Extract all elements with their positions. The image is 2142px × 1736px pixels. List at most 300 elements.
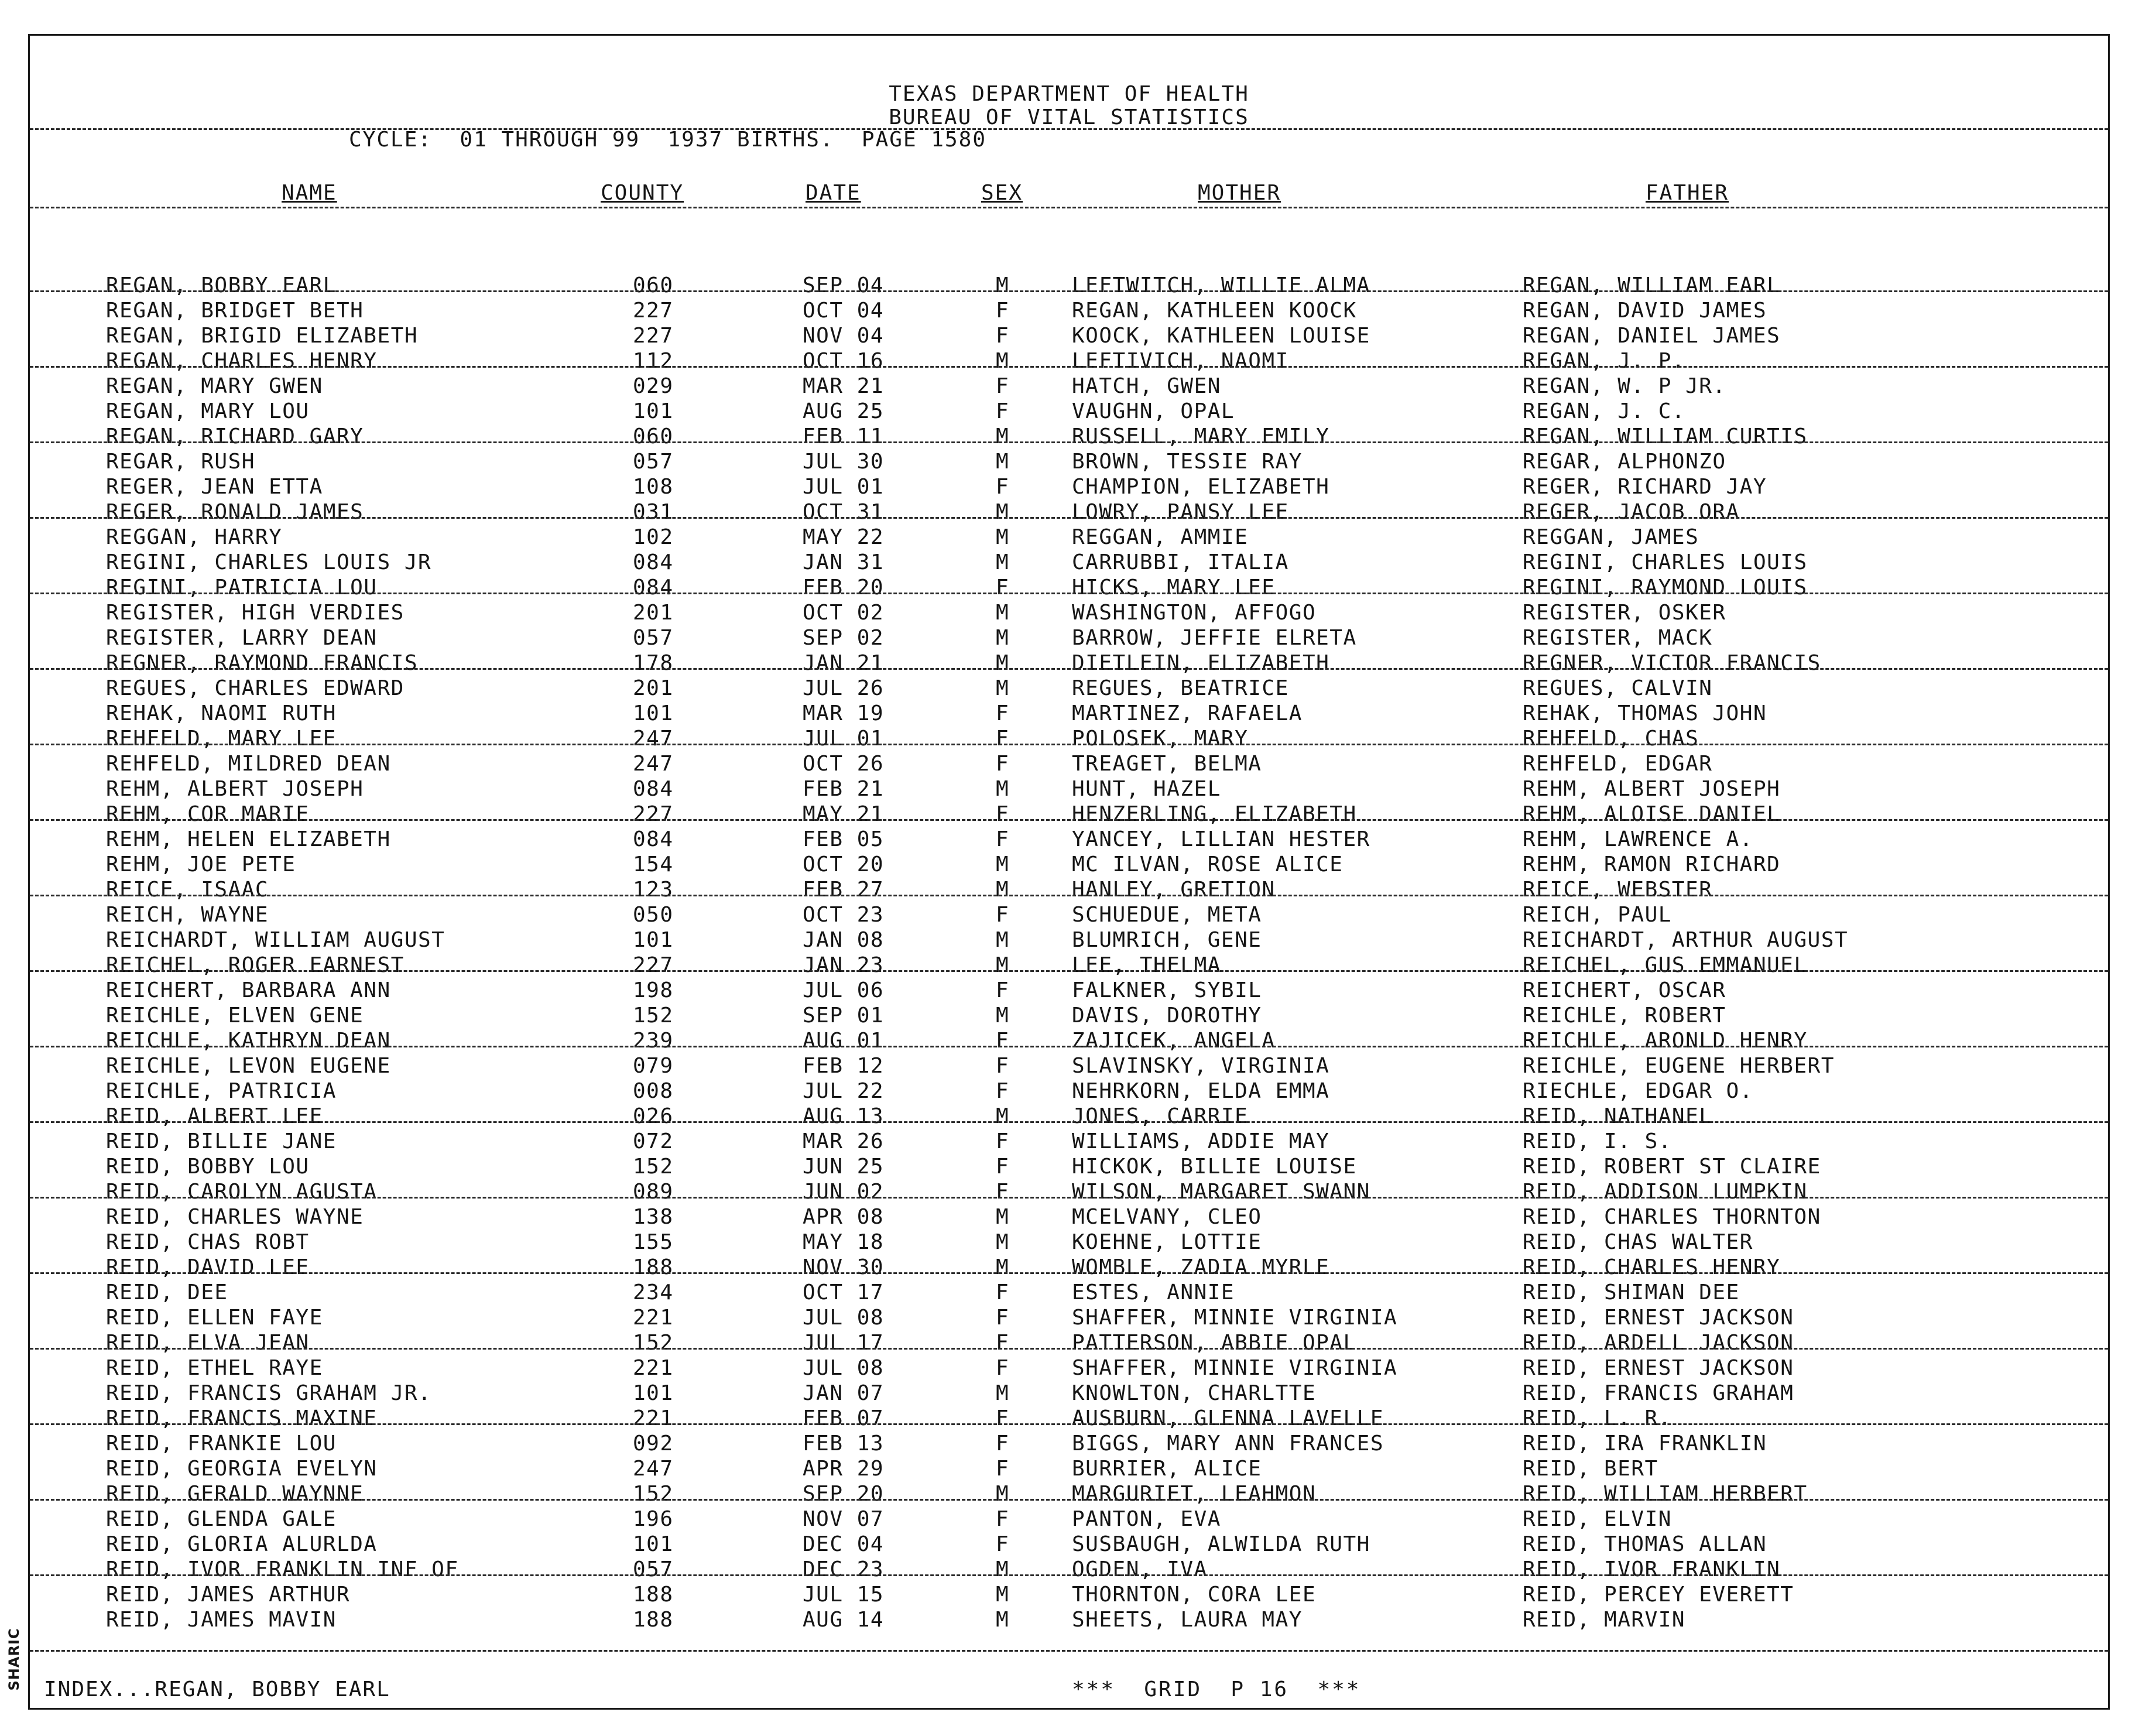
cell-father: REGAN, DAVID JAMES	[1523, 299, 1767, 323]
cell-name: REGAR, RUSH	[106, 450, 255, 474]
cell-mother: THORNTON, CORA LEE	[1072, 1583, 1317, 1607]
table-row	[30, 701, 2108, 726]
cell-name: REID, DAVID LEE	[106, 1255, 310, 1279]
cell-date: JUN 02	[803, 1180, 885, 1204]
cell-father: REID, BERT	[1523, 1457, 1658, 1481]
document-frame	[28, 34, 2110, 1710]
cell-name: REGAN, MARY GWEN	[106, 374, 323, 398]
table-row	[30, 1532, 2108, 1557]
cell-father: REID, ROBERT ST CLAIRE	[1523, 1155, 1821, 1179]
cell-father: REGNER, VICTOR FRANCIS	[1523, 651, 1821, 675]
cell-name: REID, BOBBY LOU	[106, 1155, 310, 1179]
table-row	[30, 600, 2108, 625]
cell-county: 247	[633, 752, 674, 776]
cell-date: OCT 16	[803, 349, 885, 373]
cell-county: 101	[633, 399, 674, 423]
cell-mother: TREAGET, BELMA	[1072, 752, 1262, 776]
cell-mother: SUSBAUGH, ALWILDA RUTH	[1072, 1532, 1370, 1556]
cell-father: REHFELD, EDGAR	[1523, 752, 1713, 776]
row-separator-line	[30, 593, 2108, 594]
cell-mother: KOEHNE, LOTTIE	[1072, 1230, 1262, 1254]
cell-name: REID, FRANCIS MAXINE	[106, 1406, 378, 1430]
cell-county: 101	[633, 701, 674, 725]
cell-father: REGAR, ALPHONZO	[1523, 450, 1726, 474]
cell-name: REGAN, BRIGID ELIZABETH	[106, 324, 418, 348]
table-row	[30, 575, 2108, 600]
cell-name: REHM, COR MARIE	[106, 802, 310, 826]
cell-sex: F	[996, 1331, 1010, 1355]
cell-date: JUL 22	[803, 1079, 885, 1103]
cell-mother: WILSON, MARGARET SWANN	[1072, 1180, 1370, 1204]
cell-county: 198	[633, 978, 674, 1002]
cell-name: REGAN, RICHARD GARY	[106, 424, 364, 448]
cell-date: SEP 20	[803, 1482, 885, 1506]
row-separator-line	[30, 1348, 2108, 1350]
cell-date: JAN 07	[803, 1381, 885, 1405]
table-row	[30, 525, 2108, 550]
cell-mother: DIETLEIN, ELIZABETH	[1072, 651, 1330, 675]
cell-sex: F	[996, 903, 1010, 927]
table-row	[30, 1481, 2108, 1506]
cell-mother: PATTERSON, ABBIE OPAL	[1072, 1331, 1357, 1355]
cell-mother: POLOSEK, MARY	[1072, 727, 1249, 751]
cell-date: DEC 04	[803, 1532, 885, 1556]
cell-mother: CHAMPION, ELIZABETH	[1072, 475, 1330, 499]
table-row	[30, 852, 2108, 877]
cell-date: SEP 01	[803, 1004, 885, 1028]
cell-father: REHM, LAWRENCE A.	[1523, 827, 1753, 851]
cell-county: 152	[633, 1482, 674, 1506]
cell-date: FEB 13	[803, 1432, 885, 1456]
cell-mother: WASHINGTON, AFFOGO	[1072, 601, 1317, 625]
cell-mother: HANLEY, GRETION	[1072, 878, 1276, 902]
cell-sex: M	[996, 273, 1010, 297]
cell-father: REID, ERNEST JACKSON	[1523, 1306, 1794, 1330]
cell-sex: F	[996, 576, 1010, 600]
cell-sex: F	[996, 827, 1010, 851]
cell-mother: RUSSELL, MARY EMILY	[1072, 424, 1330, 448]
cell-sex: M	[996, 550, 1010, 574]
cell-county: 072	[633, 1129, 674, 1153]
cell-date: APR 08	[803, 1205, 885, 1229]
column-header-date: DATE	[806, 181, 861, 205]
cell-father: REGAN, DANIEL JAMES	[1523, 324, 1781, 348]
cell-name: REICHLE, ELVEN GENE	[106, 1004, 364, 1028]
cell-sex: F	[996, 475, 1010, 499]
cell-sex: F	[996, 1054, 1010, 1078]
cell-mother: SHEETS, LAURA MAY	[1072, 1608, 1303, 1632]
cell-date: AUG 01	[803, 1029, 885, 1053]
cell-county: 155	[633, 1230, 674, 1254]
cell-date: JAN 23	[803, 953, 885, 977]
cell-father: REGINI, RAYMOND LOUIS	[1523, 576, 1808, 600]
cell-mother: KNOWLTON, CHARLTTE	[1072, 1381, 1317, 1405]
cell-sex: F	[996, 701, 1010, 725]
cell-father: REID, THOMAS ALLAN	[1523, 1532, 1767, 1556]
cell-name: REID, CHARLES WAYNE	[106, 1205, 364, 1229]
cell-county: 050	[633, 903, 674, 927]
cell-sex: F	[996, 1306, 1010, 1330]
cell-county: 152	[633, 1155, 674, 1179]
cell-name: REICHARDT, WILLIAM AUGUST	[106, 928, 445, 952]
cell-father: REID, CHAS WALTER	[1523, 1230, 1753, 1254]
cell-sex: M	[996, 349, 1010, 373]
row-separator-line	[30, 1499, 2108, 1501]
cell-sex: M	[996, 1205, 1010, 1229]
table-row	[30, 1280, 2108, 1305]
table-row	[30, 625, 2108, 650]
cell-sex: M	[996, 1230, 1010, 1254]
cell-county: 102	[633, 525, 674, 549]
cell-name: REID, CHAS ROBT	[106, 1230, 310, 1254]
cell-name: REICH, WAYNE	[106, 903, 269, 927]
row-separator-line	[30, 1574, 2108, 1576]
cell-county: 196	[633, 1507, 674, 1531]
cell-county: 029	[633, 374, 674, 398]
table-row	[30, 1355, 2108, 1381]
cell-name: REID, ELVA JEAN	[106, 1331, 310, 1355]
cell-father: REHM, ALOISE DANIEL	[1523, 802, 1781, 826]
cell-sex: M	[996, 1583, 1010, 1607]
cell-county: 026	[633, 1104, 674, 1128]
cell-mother: KOOCK, KATHLEEN LOUISE	[1072, 324, 1370, 348]
cell-date: JUL 08	[803, 1356, 885, 1380]
cell-name: REICHLE, PATRICIA	[106, 1079, 337, 1103]
bureau-title: BUREAU OF VITAL STATISTICS	[889, 105, 1249, 129]
cell-county: 178	[633, 651, 674, 675]
cell-sex: M	[996, 1482, 1010, 1506]
cell-date: JAN 08	[803, 928, 885, 952]
cell-name: REGNER, RAYMOND FRANCIS	[106, 651, 418, 675]
cell-father: REID, MARVIN	[1523, 1608, 1686, 1632]
side-tag	[2, 1604, 26, 1721]
cell-mother: REGUES, BEATRICE	[1072, 676, 1289, 700]
table-row	[30, 449, 2108, 474]
cell-county: 247	[633, 1457, 674, 1481]
table-row	[30, 927, 2108, 953]
table-row	[30, 499, 2108, 525]
cell-father: REICHLE, ROBERT	[1523, 1004, 1726, 1028]
cell-sex: M	[996, 852, 1010, 876]
cell-date: JUL 01	[803, 727, 885, 751]
cell-mother: DAVIS, DOROTHY	[1072, 1004, 1262, 1028]
cell-sex: M	[996, 525, 1010, 549]
cell-father: REGINI, CHARLES LOUIS	[1523, 550, 1808, 574]
cell-name: REID, GEORGIA EVELYN	[106, 1457, 378, 1481]
cell-date: NOV 04	[803, 324, 885, 348]
cell-father: REICHARDT, ARTHUR AUGUST	[1523, 928, 1849, 952]
cell-name: REGINI, PATRICIA LOU	[106, 576, 378, 600]
table-row	[30, 1204, 2108, 1230]
cell-father: REICHERT, OSCAR	[1523, 978, 1726, 1002]
cell-date: FEB 20	[803, 576, 885, 600]
cell-county: 234	[633, 1280, 674, 1304]
cell-name: REGER, JEAN ETTA	[106, 475, 323, 499]
cell-county: 101	[633, 1381, 674, 1405]
cell-father: REGER, RICHARD JAY	[1523, 475, 1767, 499]
cell-county: 138	[633, 1205, 674, 1229]
cell-name: REID, BILLIE JANE	[106, 1129, 337, 1153]
cell-mother: MARGURIET, LEAHMON	[1072, 1482, 1317, 1506]
cell-sex: F	[996, 1029, 1010, 1053]
cell-name: REGISTER, LARRY DEAN	[106, 626, 378, 650]
table-row	[30, 1255, 2108, 1280]
cell-sex: F	[996, 1280, 1010, 1304]
cell-county: 188	[633, 1583, 674, 1607]
cell-date: DEC 23	[803, 1557, 885, 1581]
cell-father: REID, SHIMAN DEE	[1523, 1280, 1740, 1304]
cell-date: OCT 26	[803, 752, 885, 776]
cell-mother: MARTINEZ, RAFAELA	[1072, 701, 1303, 725]
table-row	[30, 1582, 2108, 1607]
row-separator-line	[30, 970, 2108, 972]
cell-father: REID, I. S.	[1523, 1129, 1672, 1153]
table-row	[30, 1557, 2108, 1582]
table-row	[30, 726, 2108, 751]
cell-name: REID, CAROLYN AGUSTA	[106, 1180, 378, 1204]
table-row	[30, 1179, 2108, 1204]
cell-father: REGAN, WILLIAM CURTIS	[1523, 424, 1808, 448]
cell-sex: F	[996, 1356, 1010, 1380]
cell-county: 227	[633, 953, 674, 977]
cell-mother: BURRIER, ALICE	[1072, 1457, 1262, 1481]
cell-date: JUL 15	[803, 1583, 885, 1607]
table-row	[30, 1607, 2108, 1632]
cell-sex: M	[996, 676, 1010, 700]
cell-date: JAN 21	[803, 651, 885, 675]
table-row	[30, 1305, 2108, 1330]
cell-date: NOV 07	[803, 1507, 885, 1531]
cell-county: 112	[633, 349, 674, 373]
row-separator-line	[30, 1650, 2108, 1652]
cell-mother: MC ILVAN, ROSE ALICE	[1072, 852, 1344, 876]
cell-county: 201	[633, 601, 674, 625]
cell-county: 101	[633, 1532, 674, 1556]
cell-date: NOV 30	[803, 1255, 885, 1279]
cell-county: 239	[633, 1029, 674, 1053]
cell-date: APR 29	[803, 1457, 885, 1481]
table-row	[30, 474, 2108, 499]
cell-sex: M	[996, 1004, 1010, 1028]
cell-father: REID, PERCEY EVERETT	[1523, 1583, 1794, 1607]
table-row	[30, 1028, 2108, 1053]
cell-county: 188	[633, 1255, 674, 1279]
cell-mother: LEFTWITCH, WILLIE ALMA	[1072, 273, 1370, 297]
cell-name: REHM, ALBERT JOSEPH	[106, 777, 364, 801]
cell-county: 221	[633, 1356, 674, 1380]
cell-date: FEB 27	[803, 878, 885, 902]
cell-father: REICHEL, GUS EMMANUEL	[1523, 953, 1808, 977]
cell-date: JAN 31	[803, 550, 885, 574]
table-row	[30, 776, 2108, 802]
cell-sex: F	[996, 1507, 1010, 1531]
row-separator-line	[30, 441, 2108, 443]
table-row	[30, 877, 2108, 902]
cell-father: REGISTER, MACK	[1523, 626, 1713, 650]
cell-name: REID, IVOR FRANKLIN INF OF	[106, 1557, 459, 1581]
cell-mother: NEHRKORN, ELDA EMMA	[1072, 1079, 1330, 1103]
cell-name: REGUES, CHARLES EDWARD	[106, 676, 405, 700]
cell-father: REID, CHARLES HENRY	[1523, 1255, 1781, 1279]
department-title: TEXAS DEPARTMENT OF HEALTH	[889, 82, 1249, 106]
cell-date: FEB 11	[803, 424, 885, 448]
cell-name: REID, FRANKIE LOU	[106, 1432, 337, 1456]
table-row	[30, 802, 2108, 827]
cell-father: REID, WILLIAM HERBERT	[1523, 1482, 1808, 1506]
cell-mother: WOMBLE, ZADIA MYRLE	[1072, 1255, 1330, 1279]
cell-father: REGAN, J. P.	[1523, 349, 1686, 373]
cell-sex: F	[996, 1180, 1010, 1204]
table-row	[30, 298, 2108, 323]
column-header-mother: MOTHER	[1198, 181, 1281, 205]
cell-name: REICHEL, ROGER EARNEST	[106, 953, 405, 977]
cell-sex: F	[996, 802, 1010, 826]
cell-date: JUL 17	[803, 1331, 885, 1355]
cell-date: JUL 01	[803, 475, 885, 499]
cell-county: 152	[633, 1004, 674, 1028]
cell-county: 247	[633, 727, 674, 751]
cell-county: 221	[633, 1406, 674, 1430]
cell-sex: M	[996, 1104, 1010, 1128]
cell-mother: LEFTIVICH, NAOMI	[1072, 349, 1289, 373]
cell-mother: HENZERLING, ELIZABETH	[1072, 802, 1357, 826]
row-separator-line	[30, 668, 2108, 670]
cell-name: REHFELD, MARY LEE	[106, 727, 337, 751]
table-row	[30, 1330, 2108, 1355]
cell-sex: F	[996, 299, 1010, 323]
cell-county: 201	[633, 676, 674, 700]
cell-name: REGISTER, HIGH VERDIES	[106, 601, 405, 625]
cell-date: OCT 04	[803, 299, 885, 323]
cell-sex: M	[996, 651, 1010, 675]
cell-date: MAY 21	[803, 802, 885, 826]
index-footer: INDEX...REGAN, BOBBY EARL	[44, 1677, 390, 1701]
cell-name: REGAN, MARY LOU	[106, 399, 310, 423]
cell-name: REID, JAMES MAVIN	[106, 1608, 337, 1632]
cell-date: OCT 17	[803, 1280, 885, 1304]
table-row	[30, 1431, 2108, 1456]
cell-father: REID, ERNEST JACKSON	[1523, 1356, 1794, 1380]
cell-father: REHFELD, CHAS	[1523, 727, 1699, 751]
cell-mother: PANTON, EVA	[1072, 1507, 1221, 1531]
cell-name: REICHLE, KATHRYN DEAN	[106, 1029, 391, 1053]
cell-father: REHM, ALBERT JOSEPH	[1523, 777, 1781, 801]
table-row	[30, 751, 2108, 776]
cell-sex: M	[996, 1557, 1010, 1581]
row-separator-line	[30, 366, 2108, 368]
table-row	[30, 1381, 2108, 1406]
cell-father: REID, CHARLES THORNTON	[1523, 1205, 1821, 1229]
cell-date: AUG 14	[803, 1608, 885, 1632]
cell-mother: BARROW, JEFFIE ELRETA	[1072, 626, 1357, 650]
cell-date: FEB 07	[803, 1406, 885, 1430]
row-separator-line	[30, 1423, 2108, 1425]
cell-sex: M	[996, 928, 1010, 952]
cell-date: MAY 18	[803, 1230, 885, 1254]
cell-date: JUL 06	[803, 978, 885, 1002]
row-separator-line	[30, 1197, 2108, 1199]
cell-father: REID, NATHANEL	[1523, 1104, 1713, 1128]
cell-sex: M	[996, 601, 1010, 625]
cell-sex: F	[996, 978, 1010, 1002]
row-separator-line	[30, 1121, 2108, 1123]
cell-name: REGER, RONALD JAMES	[106, 500, 364, 524]
cell-date: AUG 25	[803, 399, 885, 423]
cell-sex: F	[996, 399, 1010, 423]
cell-sex: F	[996, 1155, 1010, 1179]
cell-mother: JONES, CARRIE	[1072, 1104, 1249, 1128]
table-row	[30, 424, 2108, 449]
table-row	[30, 1104, 2108, 1129]
table-row	[30, 1230, 2108, 1255]
cell-sex: M	[996, 878, 1010, 902]
cell-mother: FALKNER, SYBIL	[1072, 978, 1262, 1002]
cell-mother: MCELVANY, CLEO	[1072, 1205, 1262, 1229]
cell-mother: SHAFFER, MINNIE VIRGINIA	[1072, 1356, 1398, 1380]
table-row	[30, 1506, 2108, 1532]
table-row	[30, 1053, 2108, 1078]
cell-name: REGAN, BOBBY EARL	[106, 273, 337, 297]
table-row	[30, 650, 2108, 676]
cell-father: REGER, JACOB ORA	[1523, 500, 1740, 524]
cell-mother: SHAFFER, MINNIE VIRGINIA	[1072, 1306, 1398, 1330]
cell-father: REID, ARDELL JACKSON	[1523, 1331, 1794, 1355]
cell-father: REICE, WEBSTER	[1523, 878, 1713, 902]
cell-father: REGUES, CALVIN	[1523, 676, 1713, 700]
cell-sex: F	[996, 752, 1010, 776]
row-separator-line	[30, 895, 2108, 896]
row-separator-line	[30, 1046, 2108, 1047]
cell-mother: SLAVINSKY, VIRGINIA	[1072, 1054, 1330, 1078]
table-row	[30, 978, 2108, 1003]
cell-mother: AUSBURN, GLENNA LAVELLE	[1072, 1406, 1384, 1430]
cell-father: REGGAN, JAMES	[1523, 525, 1699, 549]
cell-name: REHM, JOE PETE	[106, 852, 296, 876]
cell-name: REID, FRANCIS GRAHAM JR.	[106, 1381, 432, 1405]
cell-county: 008	[633, 1079, 674, 1103]
table-row	[30, 827, 2108, 852]
table-row	[30, 1456, 2108, 1481]
cell-county: 057	[633, 450, 674, 474]
cell-father: REID, ADDISON LUMPKIN	[1523, 1180, 1808, 1204]
cell-county: 084	[633, 777, 674, 801]
table-row	[30, 953, 2108, 978]
cell-sex: F	[996, 727, 1010, 751]
cell-sex: F	[996, 374, 1010, 398]
cell-county: 060	[633, 273, 674, 297]
cell-mother: HATCH, GWEN	[1072, 374, 1221, 398]
grid-footer: *** GRID P 16 ***	[1072, 1677, 1361, 1701]
cell-mother: HUNT, HAZEL	[1072, 777, 1221, 801]
cell-father: RIECHLE, EDGAR O.	[1523, 1079, 1753, 1103]
cell-sex: M	[996, 1255, 1010, 1279]
cell-date: SEP 04	[803, 273, 885, 297]
cell-county: 123	[633, 878, 674, 902]
cell-mother: BROWN, TESSIE RAY	[1072, 450, 1303, 474]
cell-mother: BIGGS, MARY ANN FRANCES	[1072, 1432, 1384, 1456]
row-separator-line	[30, 517, 2108, 519]
cell-sex: M	[996, 953, 1010, 977]
column-header-sex: SEX	[981, 181, 1023, 205]
table-row	[30, 1406, 2108, 1431]
cell-name: REHFELD, MILDRED DEAN	[106, 752, 391, 776]
cell-mother: SCHUEDUE, META	[1072, 903, 1262, 927]
cell-mother: ZAJICEK, ANGELA	[1072, 1029, 1276, 1053]
cell-name: REHAK, NAOMI RUTH	[106, 701, 337, 725]
cell-county: 089	[633, 1180, 674, 1204]
cell-name: REID, JAMES ARTHUR	[106, 1583, 351, 1607]
cell-father: REID, L. R.	[1523, 1406, 1672, 1430]
